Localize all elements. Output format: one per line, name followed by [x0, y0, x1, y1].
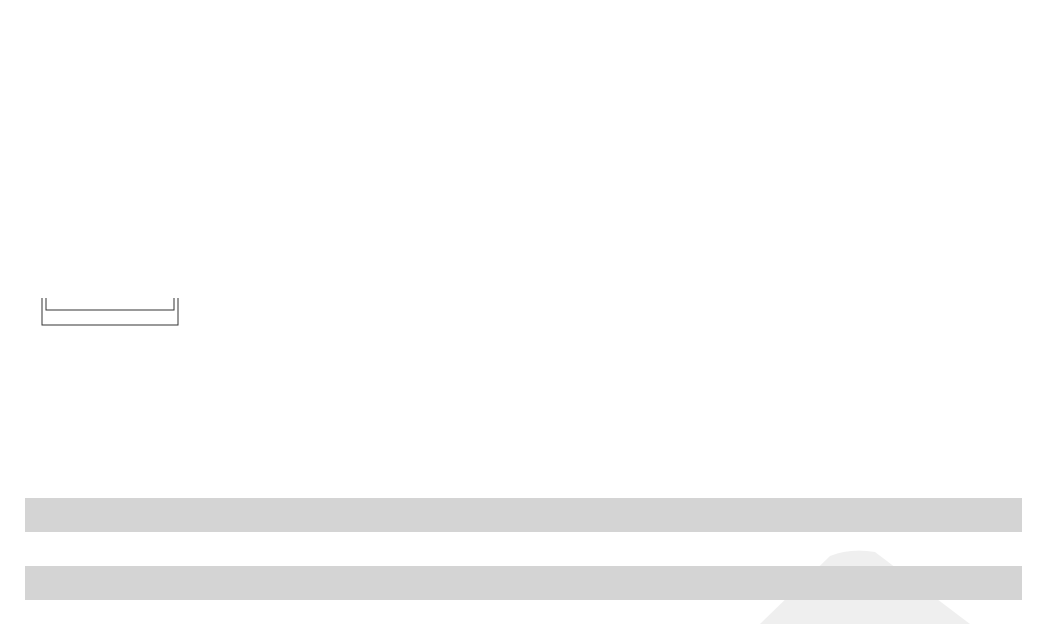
dimension-lines: [42, 298, 178, 325]
table-row: [25, 532, 1022, 566]
table-row: [25, 498, 1022, 532]
table-header: [25, 440, 1022, 498]
table-row: [25, 566, 1022, 600]
specifications-table: [25, 440, 1022, 600]
